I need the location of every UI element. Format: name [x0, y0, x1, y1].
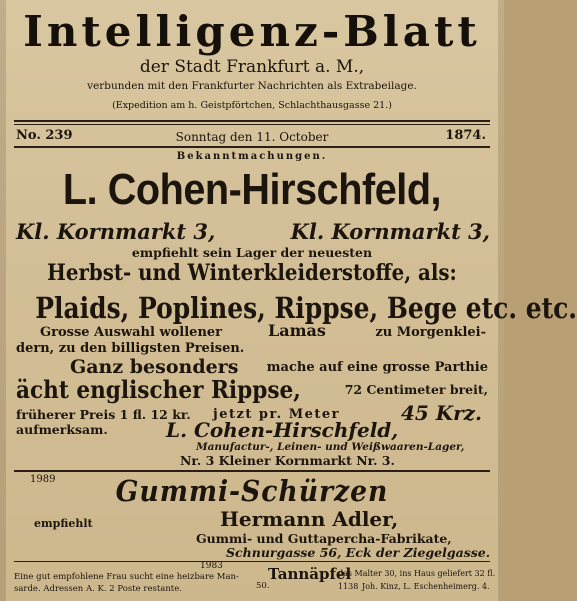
ad-line-price: 45 Krz. — [400, 401, 482, 425]
masthead-expedition: (Expedition am h. Geistpförtchen, Schlachthausgasse 21.) — [112, 100, 392, 111]
masthead-subtitle: der Stadt Frankfurt a. M., — [139, 57, 365, 77]
rule-top-thin — [14, 124, 490, 125]
footer-mid-number: 50. — [256, 581, 270, 591]
masthead-tagline: verbunden mit den Frankfurter Nachrichten als Extrabeilage. — [87, 80, 417, 92]
ad-line-jetzt: jetzt pr. Meter — [213, 407, 340, 422]
ad-line-zu: zu Morgenklei- — [375, 325, 486, 340]
ad-line-aufmerksam: aufmerksam. — [16, 422, 108, 437]
ad-line-herbst: Herbst- und Winterkleiderstoffe, als: — [47, 260, 457, 286]
ad-adler-headline: Gummi-Schürzen — [115, 474, 389, 508]
ad-adler-empfiehlt: empfiehlt — [34, 517, 93, 530]
footer-mid-word: Tannäpfel — [268, 565, 352, 583]
ad-line-frueher: früherer Preis 1 fl. 12 kr. — [16, 407, 191, 422]
ad-adler-address: Schnurgasse 56, Eck der Ziegelgasse. — [226, 545, 491, 560]
issue-date: Sonntag den 11. October — [175, 130, 329, 144]
ad-line-lamas: Lamas — [268, 321, 326, 340]
footer-left-line1: Eine gut empfohlene Frau sucht eine heizbare Man- — [14, 572, 239, 582]
ad-adler-business: Gummi- und Guttapercha-Fabrikate, — [196, 531, 452, 546]
ad-address-right: Kl. Kornmarkt 3, — [290, 219, 490, 244]
ad-line-dern: dern, zu den billigsten Preisen. — [16, 341, 245, 356]
footer-right-line2: Joh. Kinz, L. Eschenheimerg. 4. — [362, 582, 490, 591]
rule-ad-separator — [14, 470, 490, 472]
ad-line-echt: ächt englischer Rippse, — [16, 375, 301, 404]
ad-line-mache: mache auf eine grosse Parthie — [266, 360, 488, 375]
footer-number: 1983 — [200, 561, 223, 571]
ad-signature: L. Cohen-Hirschfeld, — [166, 418, 399, 442]
ad-line-grosse: Grosse Auswahl wollener — [40, 325, 223, 340]
ad-trade: Manufactur-, Leinen- und Weißwaaren-Lager, — [196, 441, 465, 453]
issue-number: No. 239 — [16, 128, 73, 143]
rule-dateline — [14, 146, 490, 148]
ad-address-left: Kl. Kornmarkt 3, — [16, 219, 216, 244]
ad-line-empfiehlt: empfiehlt sein Lager der neuesten — [131, 245, 373, 260]
ad-line-ganz: Ganz besonders — [70, 356, 239, 378]
section-heading: Bekanntmachungen. — [176, 151, 328, 162]
rule-footer — [14, 561, 490, 562]
ad-line-width: 72 Centimeter breit, — [344, 382, 488, 397]
masthead-title: Intelligenz-Blatt — [23, 7, 481, 56]
rule-top — [14, 120, 490, 122]
ad-adler-name: Hermann Adler, — [220, 507, 399, 531]
footer-right-number: 1138 — [338, 582, 359, 591]
ad-firm-name: L. Cohen-Hirschfeld, — [62, 165, 442, 214]
ad-address-footer: Nr. 3 Kleiner Kornmarkt Nr. 3. — [180, 453, 395, 468]
ad-adler-number: 1989 — [30, 474, 56, 485]
footer-right-line1: das Malter 30, ins Haus geliefert 32 fl. — [338, 569, 496, 578]
ad-line-plaids: Plaids, Poplines, Rippse, Bege etc. etc. — [35, 291, 577, 325]
issue-year: 1874. — [445, 128, 486, 143]
footer-left-line2: sarde. Adressen A. K. 2 Poste restante. — [14, 584, 182, 594]
